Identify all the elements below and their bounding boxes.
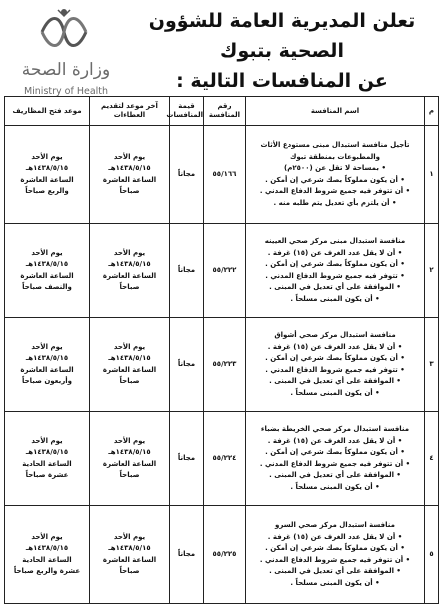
row-number: ٤ bbox=[425, 412, 439, 506]
deadline-line: صباحاً bbox=[119, 567, 140, 575]
deadline-line: ١٤٣٨/٥/١٥هـ bbox=[108, 354, 151, 362]
opening-line: ١٤٣٨/٥/١٥هـ bbox=[25, 354, 69, 362]
deadline-line: ١٤٣٨/٥/١٥هـ bbox=[108, 260, 151, 268]
envelope-opening-time bbox=[5, 126, 90, 224]
tender-requirements bbox=[250, 248, 420, 306]
requirement-item: • بمساحة لا تقل عن (٢٥٠٠م) bbox=[250, 163, 420, 175]
submission-deadline bbox=[90, 412, 170, 506]
deadline-line: ١٤٣٨/٥/١٥هـ bbox=[108, 164, 151, 172]
deadline-line: يوم الأحد bbox=[113, 248, 146, 257]
requirement-item: • أن يكون المبنى مسلحاً . bbox=[250, 578, 420, 590]
requirement-item: • أن لا يقل عدد الغرف عن (١٥) غرفة . bbox=[250, 248, 420, 260]
requirement-item: • أن يكون مملوكاً بصك شرعي إن أمكن . bbox=[250, 543, 420, 555]
requirement-item: • أن لا يقل عدد الغرف عن (١٥) غرفة . bbox=[250, 342, 420, 354]
deadline-line: ١٤٣٨/٥/١٥هـ bbox=[108, 448, 151, 456]
tender-title: منافسة استبدال مركز صحي أشواق bbox=[274, 331, 396, 339]
submission-deadline bbox=[90, 506, 170, 604]
row-number: ٢ bbox=[425, 224, 439, 318]
deadline-line: صباحاً bbox=[119, 471, 140, 479]
row-number: ٣ bbox=[425, 318, 439, 412]
tender-price: مجاناً bbox=[170, 224, 204, 318]
requirement-item: • أن لا يقل عدد الغرف عن (١٥) غرفة . bbox=[250, 532, 420, 544]
tender-title: منافسة استبدال مركز صحي الخريطة بضباء bbox=[260, 425, 410, 433]
tender-description bbox=[246, 224, 425, 318]
envelope-opening-time bbox=[5, 318, 90, 412]
tender-price: مجاناً bbox=[170, 126, 204, 224]
opening-line: ١٤٣٨/٥/١٥هـ bbox=[25, 544, 69, 552]
deadline-line: يوم الأحد bbox=[113, 532, 146, 541]
headline-line-2: عن المنافسات التالية : bbox=[176, 70, 388, 92]
tender-number: ٥٥/١٦٦ bbox=[204, 126, 246, 224]
envelope-opening-time bbox=[5, 506, 90, 604]
col-header-num: م bbox=[425, 97, 439, 126]
col-header-price: قيمة المنافسات bbox=[170, 97, 204, 126]
deadline-line: صباحاً bbox=[119, 283, 140, 291]
tender-description bbox=[246, 412, 425, 506]
opening-line: يوم الأحد bbox=[31, 436, 63, 445]
opening-line: الساعة الحادية bbox=[22, 459, 72, 468]
deadline-line: صباحاً bbox=[119, 377, 140, 385]
requirement-item: • أن يكون المبنى مسلحاً . bbox=[250, 482, 420, 494]
opening-line: الساعة الحادية bbox=[22, 555, 72, 564]
logo-arabic-text: وزارة الصحة bbox=[21, 60, 111, 80]
table-row bbox=[5, 126, 439, 224]
requirement-item: • أن تتوفر فيه جميع شروط الدفاع المدني . bbox=[250, 459, 420, 471]
deadline-line: الساعة العاشرة bbox=[102, 555, 157, 564]
opening-line: يوم الأحد bbox=[31, 248, 63, 257]
deadline-line: الساعة العاشرة bbox=[102, 271, 157, 280]
deadline-line: يوم الأحد bbox=[113, 152, 146, 161]
deadline-line: ١٤٣٨/٥/١٥هـ bbox=[108, 544, 151, 552]
deadline-line: يوم الأحد bbox=[113, 436, 146, 445]
logo-english-text: Ministry of Health bbox=[23, 86, 109, 97]
ad-headline bbox=[132, 6, 432, 96]
tender-requirements bbox=[250, 532, 420, 590]
opening-line: عشرة صباحاً bbox=[25, 471, 69, 479]
tender-title: منافسة استبدال مبنى مركز صحي العيينه bbox=[264, 237, 406, 245]
table-row bbox=[5, 506, 439, 604]
requirement-item: • أن تتوفر فيه جميع شروط الدفاع المدني . bbox=[250, 555, 420, 567]
opening-line: ١٤٣٨/٥/١٥هـ bbox=[25, 260, 69, 268]
opening-line: ١٤٣٨/٥/١٥هـ bbox=[25, 164, 69, 172]
opening-line: الساعة العاشرة bbox=[20, 365, 74, 374]
deadline-line: يوم الأحد bbox=[113, 342, 146, 351]
submission-deadline bbox=[90, 126, 170, 224]
deadline-line: صباحاً bbox=[119, 187, 140, 195]
table-row bbox=[5, 318, 439, 412]
envelope-opening-time bbox=[5, 412, 90, 506]
ad-header bbox=[0, 0, 442, 104]
tender-requirements bbox=[250, 342, 420, 400]
col-header-deadline: آخر موعد لتقديم العطاءات bbox=[90, 97, 170, 126]
submission-deadline bbox=[90, 224, 170, 318]
opening-line: ١٤٣٨/٥/١٥هـ bbox=[25, 448, 69, 456]
table-header-row bbox=[5, 97, 439, 126]
col-header-opening: موعد فتح المظاريف bbox=[5, 97, 90, 126]
tender-number: ٥٥/٢٢٣ bbox=[204, 318, 246, 412]
opening-line: والنصف صباحاً bbox=[22, 283, 72, 291]
row-number: ١ bbox=[425, 126, 439, 224]
deadline-line: الساعة العاشرة bbox=[102, 175, 157, 184]
tender-requirements bbox=[250, 436, 420, 494]
tender-price: مجاناً bbox=[170, 506, 204, 604]
deadline-line: الساعة العاشرة bbox=[102, 459, 157, 468]
col-header-name: اسم المنافسة bbox=[246, 97, 425, 126]
col-header-tender-no: رقم المنافسة bbox=[204, 97, 246, 126]
opening-line: يوم الأحد bbox=[31, 532, 63, 541]
requirement-item: • أن يكون مملوكاً بصك شرعي إن أمكن . bbox=[250, 175, 420, 187]
tender-number: ٥٥/٢٢٥ bbox=[204, 506, 246, 604]
opening-line: يوم الأحد bbox=[31, 152, 63, 161]
tender-description bbox=[246, 506, 425, 604]
requirement-item: • أن يكون مملوكاً بصك شرعي إن أمكن . bbox=[250, 447, 420, 459]
deadline-line: الساعة العاشرة bbox=[102, 365, 157, 374]
requirement-item: • الموافقة على أي تعديل في المبنى . bbox=[250, 566, 420, 578]
ministry-emblem-icon bbox=[36, 6, 92, 58]
requirement-item: • الموافقة على أي تعديل في المبنى . bbox=[250, 282, 420, 294]
tender-description bbox=[246, 318, 425, 412]
requirement-item: • الموافقة على أي تعديل في المبنى . bbox=[250, 470, 420, 482]
row-number: ٥ bbox=[425, 506, 439, 604]
opening-line: عشرة والربع صباحاً bbox=[13, 567, 81, 575]
tender-title: منافسة استبدال مركز صحي السرو bbox=[275, 521, 395, 529]
table-row bbox=[5, 224, 439, 318]
requirement-item: • أن يكون المبنى مسلحاً . bbox=[250, 294, 420, 306]
opening-line: وأربعون صباحاً bbox=[21, 377, 73, 385]
envelope-opening-time bbox=[5, 224, 90, 318]
opening-line: الساعة العاشرة bbox=[20, 175, 74, 184]
tender-price: مجاناً bbox=[170, 412, 204, 506]
requirement-item: • أن يلتزم بأي تعديل يتم طلبه منه . bbox=[250, 198, 420, 210]
opening-line: والربع صباحاً bbox=[25, 187, 69, 195]
tender-number: ٥٥/٢٢٤ bbox=[204, 412, 246, 506]
requirement-item: • أن يكون مملوكاً بصك شرعي إن أمكن . bbox=[250, 259, 420, 271]
requirement-item: • أن يكون مملوكاً بصك شرعي إن أمكن . bbox=[250, 353, 420, 365]
requirement-item: • أن يكون المبنى مسلحاً . bbox=[250, 388, 420, 400]
opening-line: يوم الأحد bbox=[31, 342, 63, 351]
requirement-item: • أن تتوفر فيه جميع شروط الدفاع المدني . bbox=[250, 186, 420, 198]
tender-description bbox=[246, 126, 425, 224]
tender-requirements bbox=[250, 163, 420, 209]
submission-deadline bbox=[90, 318, 170, 412]
tender-title: تأجيل منافسة استبدال مبنى مستودع الأثاث والمطبوعات بمنطقة تبوك bbox=[260, 141, 410, 161]
requirement-item: • الموافقة على أي تعديل في المبنى . bbox=[250, 376, 420, 388]
ministry-logo bbox=[6, 6, 122, 100]
requirement-item: • تتوفر فيه جميع شروط الدفاع المدني . bbox=[250, 271, 420, 283]
tender-number: ٥٥/٢٢٢ bbox=[204, 224, 246, 318]
headline-line-1: تعلن المديرية العامة للشؤون الصحية بتبوك bbox=[148, 10, 416, 62]
requirement-item: • أن لا يقل عدد الغرف عن (١٥) غرفة . bbox=[250, 436, 420, 448]
table-row bbox=[5, 412, 439, 506]
opening-line: الساعة العاشرة bbox=[20, 271, 74, 280]
tenders-table bbox=[4, 96, 439, 604]
tender-price: مجاناً bbox=[170, 318, 204, 412]
requirement-item: • تتوفر فيه جميع شروط الدفاع المدني . bbox=[250, 365, 420, 377]
